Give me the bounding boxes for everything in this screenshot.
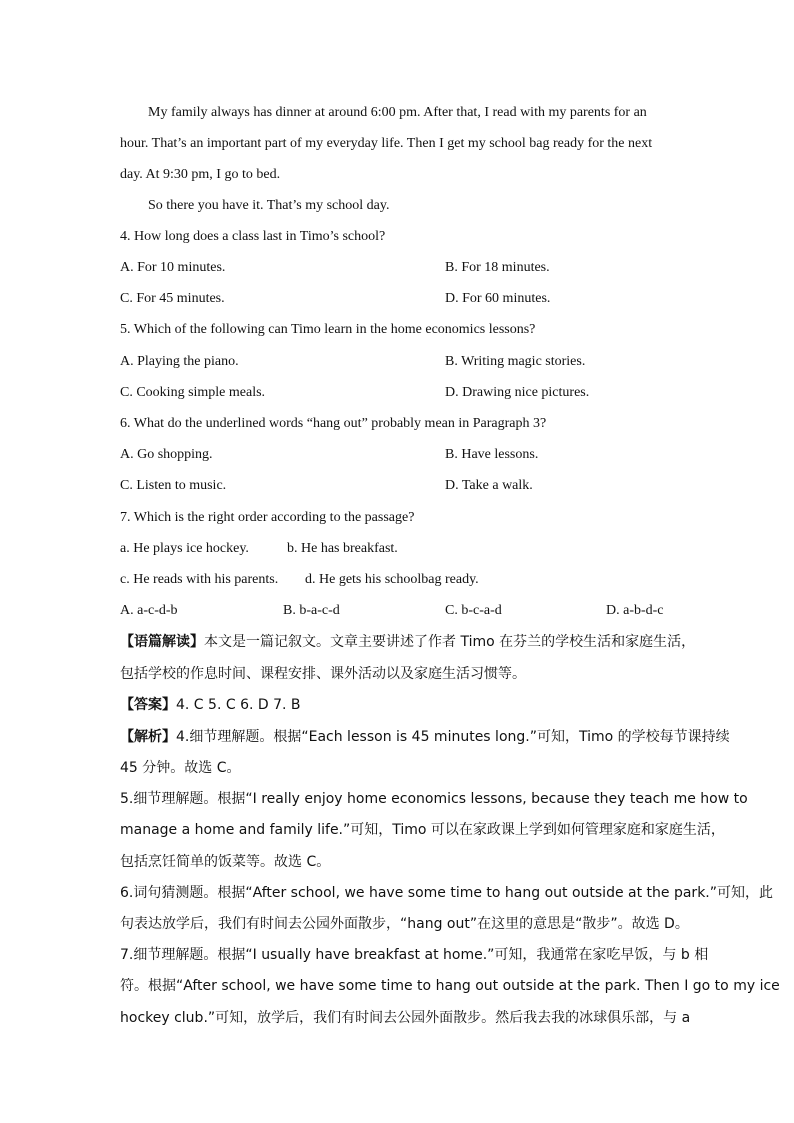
explain-line: 5.细节理解题。根据“I really enjoy home economics lessons, because they teach me how to bbox=[120, 791, 748, 807]
option: C. b-c-a-d bbox=[445, 603, 502, 618]
option: B. For 18 minutes. bbox=[445, 260, 550, 275]
explain-line: 6.词句猜测题。根据“After school, we have some time to hang out outside at the park.”可知，此 bbox=[120, 885, 774, 901]
option: D. For 60 minutes. bbox=[445, 291, 551, 306]
question-stem: 7. Which is the right order according to the passage? bbox=[120, 510, 415, 525]
passage-line: My family always has dinner at around 6:00 pm. After that, I read with my parents for an bbox=[148, 105, 647, 120]
explain-line: manage a home and family life.”可知，Timo 可以在家政课上学到如何管理家庭和家庭生活， bbox=[120, 822, 725, 838]
sequence-item: b. He has breakfast. bbox=[287, 541, 398, 556]
answer-text: 4. C 5. C 6. D 7. B bbox=[176, 697, 301, 713]
explain-label: 【解析】 bbox=[120, 729, 176, 745]
summary-line bbox=[120, 633, 696, 651]
question-stem: 4. How long does a class last in Timo’s school? bbox=[120, 229, 386, 244]
explain-line: 符。根据“After school, we have some time to hang out outside at the park. Then I go to my ice bbox=[120, 978, 780, 994]
explain-line: 7.细节理解题。根据“I usually have breakfast at home.”可知，我通常在家吃早饭，与 b 相 bbox=[120, 947, 709, 963]
sequence-item: d. He gets his schoolbag ready. bbox=[305, 572, 479, 587]
summary-text: 本文是一篇记叙文。文章主要讲述了作者 Timo 在芬兰的学校生活和家庭生活， bbox=[204, 634, 696, 650]
option: A. a-c-d-b bbox=[120, 603, 178, 618]
answer-label: 【答案】 bbox=[120, 697, 176, 713]
explain-line: 包括烹饪简单的饭菜等。故选 C。 bbox=[120, 854, 331, 870]
option: D. Take a walk. bbox=[445, 478, 533, 493]
passage-line: hour. That’s an important part of my everyday life. Then I get my school bag ready for the next bbox=[120, 136, 653, 151]
option: C. Cooking simple meals. bbox=[120, 385, 266, 400]
question-stem: 5. Which of the following can Timo learn in the home economics lessons? bbox=[120, 322, 536, 337]
explain-line: 句表达放学后，我们有时间去公园外面散步，“hang out”在这里的意思是“散步”。故选 D。 bbox=[120, 916, 689, 932]
explain-line: 45 分钟。故选 C。 bbox=[120, 760, 241, 776]
option: C. For 45 minutes. bbox=[120, 291, 225, 306]
option: D. Drawing nice pictures. bbox=[445, 385, 590, 400]
option: D. a-b-d-c bbox=[606, 603, 664, 618]
sequence-item: a. He plays ice hockey. bbox=[120, 541, 249, 556]
answer-line bbox=[120, 696, 680, 714]
option: A. Playing the piano. bbox=[120, 354, 239, 369]
explain-line: hockey club.”可知，放学后，我们有时间去公园外面散步。然后我去我的冰球俱乐部，与 a bbox=[120, 1010, 691, 1026]
option: A. For 10 minutes. bbox=[120, 260, 226, 275]
option: B. b-a-c-d bbox=[283, 603, 340, 618]
passage-line: So there you have it. That’s my school day. bbox=[148, 198, 390, 213]
explain-text: 4.细节理解题。根据“Each lesson is 45 minutes long.”可知，Timo 的学校每节课持续 bbox=[176, 729, 730, 745]
explain-line bbox=[120, 728, 730, 746]
passage-line: day. At 9:30 pm, I go to bed. bbox=[120, 167, 281, 182]
sequence-item: c. He reads with his parents. bbox=[120, 572, 279, 587]
summary-line: 包括学校的作息时间、课程安排、课外活动以及家庭生活习惯等。 bbox=[120, 666, 526, 682]
option: B. Have lessons. bbox=[445, 447, 539, 462]
summary-label: 【语篇解读】 bbox=[120, 634, 204, 650]
option: C. Listen to music. bbox=[120, 478, 227, 493]
question-stem: 6. What do the underlined words “hang out” probably mean in Paragraph 3? bbox=[120, 416, 547, 431]
option: A. Go shopping. bbox=[120, 447, 213, 462]
option: B. Writing magic stories. bbox=[445, 354, 586, 369]
